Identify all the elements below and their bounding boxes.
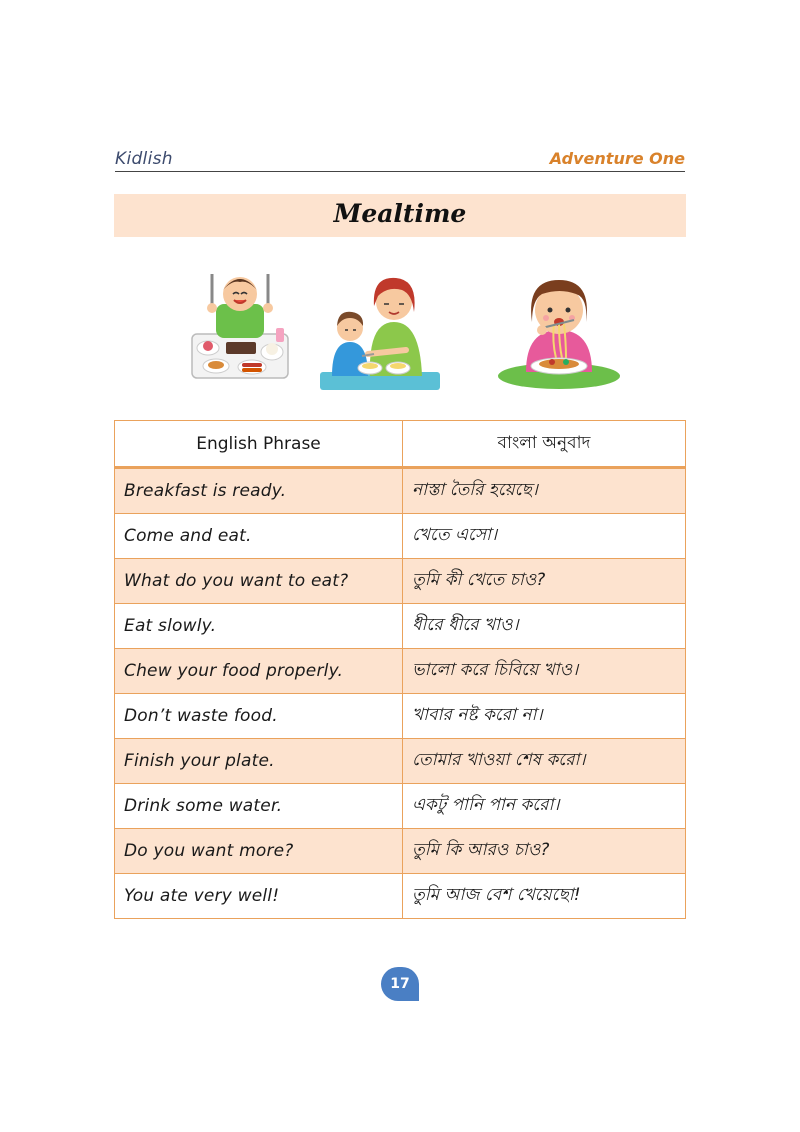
- english-phrase: Do you want more?: [115, 829, 403, 874]
- table-row: [115, 874, 686, 919]
- bangla-translation: তুমি কি আরও চাও?: [403, 829, 686, 874]
- bangla-translation: ধীরে ধীরে খাও।: [403, 604, 686, 649]
- table-row: [115, 829, 686, 874]
- girl-eating-noodles-icon: [496, 272, 622, 390]
- bangla-translation: ভালো করে চিবিয়ে খাও।: [403, 649, 686, 694]
- phrase-table: [114, 420, 686, 919]
- table-row: [115, 739, 686, 784]
- bangla-translation: নাস্তা তৈরি হয়েছে।: [403, 468, 686, 514]
- bangla-translation: খেতে এসো।: [403, 514, 686, 559]
- table-row: [115, 604, 686, 649]
- chapter-name: Adventure One: [549, 149, 685, 168]
- page-header: [115, 147, 685, 172]
- english-phrase: Come and eat.: [115, 514, 403, 559]
- english-phrase: Don’t waste food.: [115, 694, 403, 739]
- english-phrase: Drink some water.: [115, 784, 403, 829]
- bangla-translation: একটু পানি পান করো।: [403, 784, 686, 829]
- header-bangla: বাংলা অনুবাদ: [403, 421, 686, 468]
- english-phrase: Finish your plate.: [115, 739, 403, 784]
- table-row: [115, 468, 686, 514]
- page-number: 17: [381, 967, 419, 1001]
- mother-feeding-child-icon: [318, 272, 442, 392]
- table-row: [115, 514, 686, 559]
- bangla-translation: তুমি আজ বেশ খেয়েছো!: [403, 874, 686, 919]
- table-row: [115, 559, 686, 604]
- header-english: English Phrase: [115, 421, 403, 468]
- english-phrase: Eat slowly.: [115, 604, 403, 649]
- brand-name: Kidlish: [115, 149, 173, 169]
- bangla-translation: খাবার নষ্ট করো না।: [403, 694, 686, 739]
- table-header-row: [115, 421, 686, 468]
- table-row: [115, 784, 686, 829]
- english-phrase: Chew your food properly.: [115, 649, 403, 694]
- boy-eating-meal-icon: [188, 268, 292, 380]
- table-row: [115, 649, 686, 694]
- table-row: [115, 694, 686, 739]
- page-title: Mealtime: [333, 199, 467, 228]
- english-phrase: You ate very well!: [115, 874, 403, 919]
- english-phrase: What do you want to eat?: [115, 559, 403, 604]
- bangla-translation: তোমার খাওয়া শেষ করো।: [403, 739, 686, 784]
- bangla-translation: তুমি কী খেতে চাও?: [403, 559, 686, 604]
- english-phrase: Breakfast is ready.: [115, 468, 403, 514]
- title-band: [114, 194, 686, 237]
